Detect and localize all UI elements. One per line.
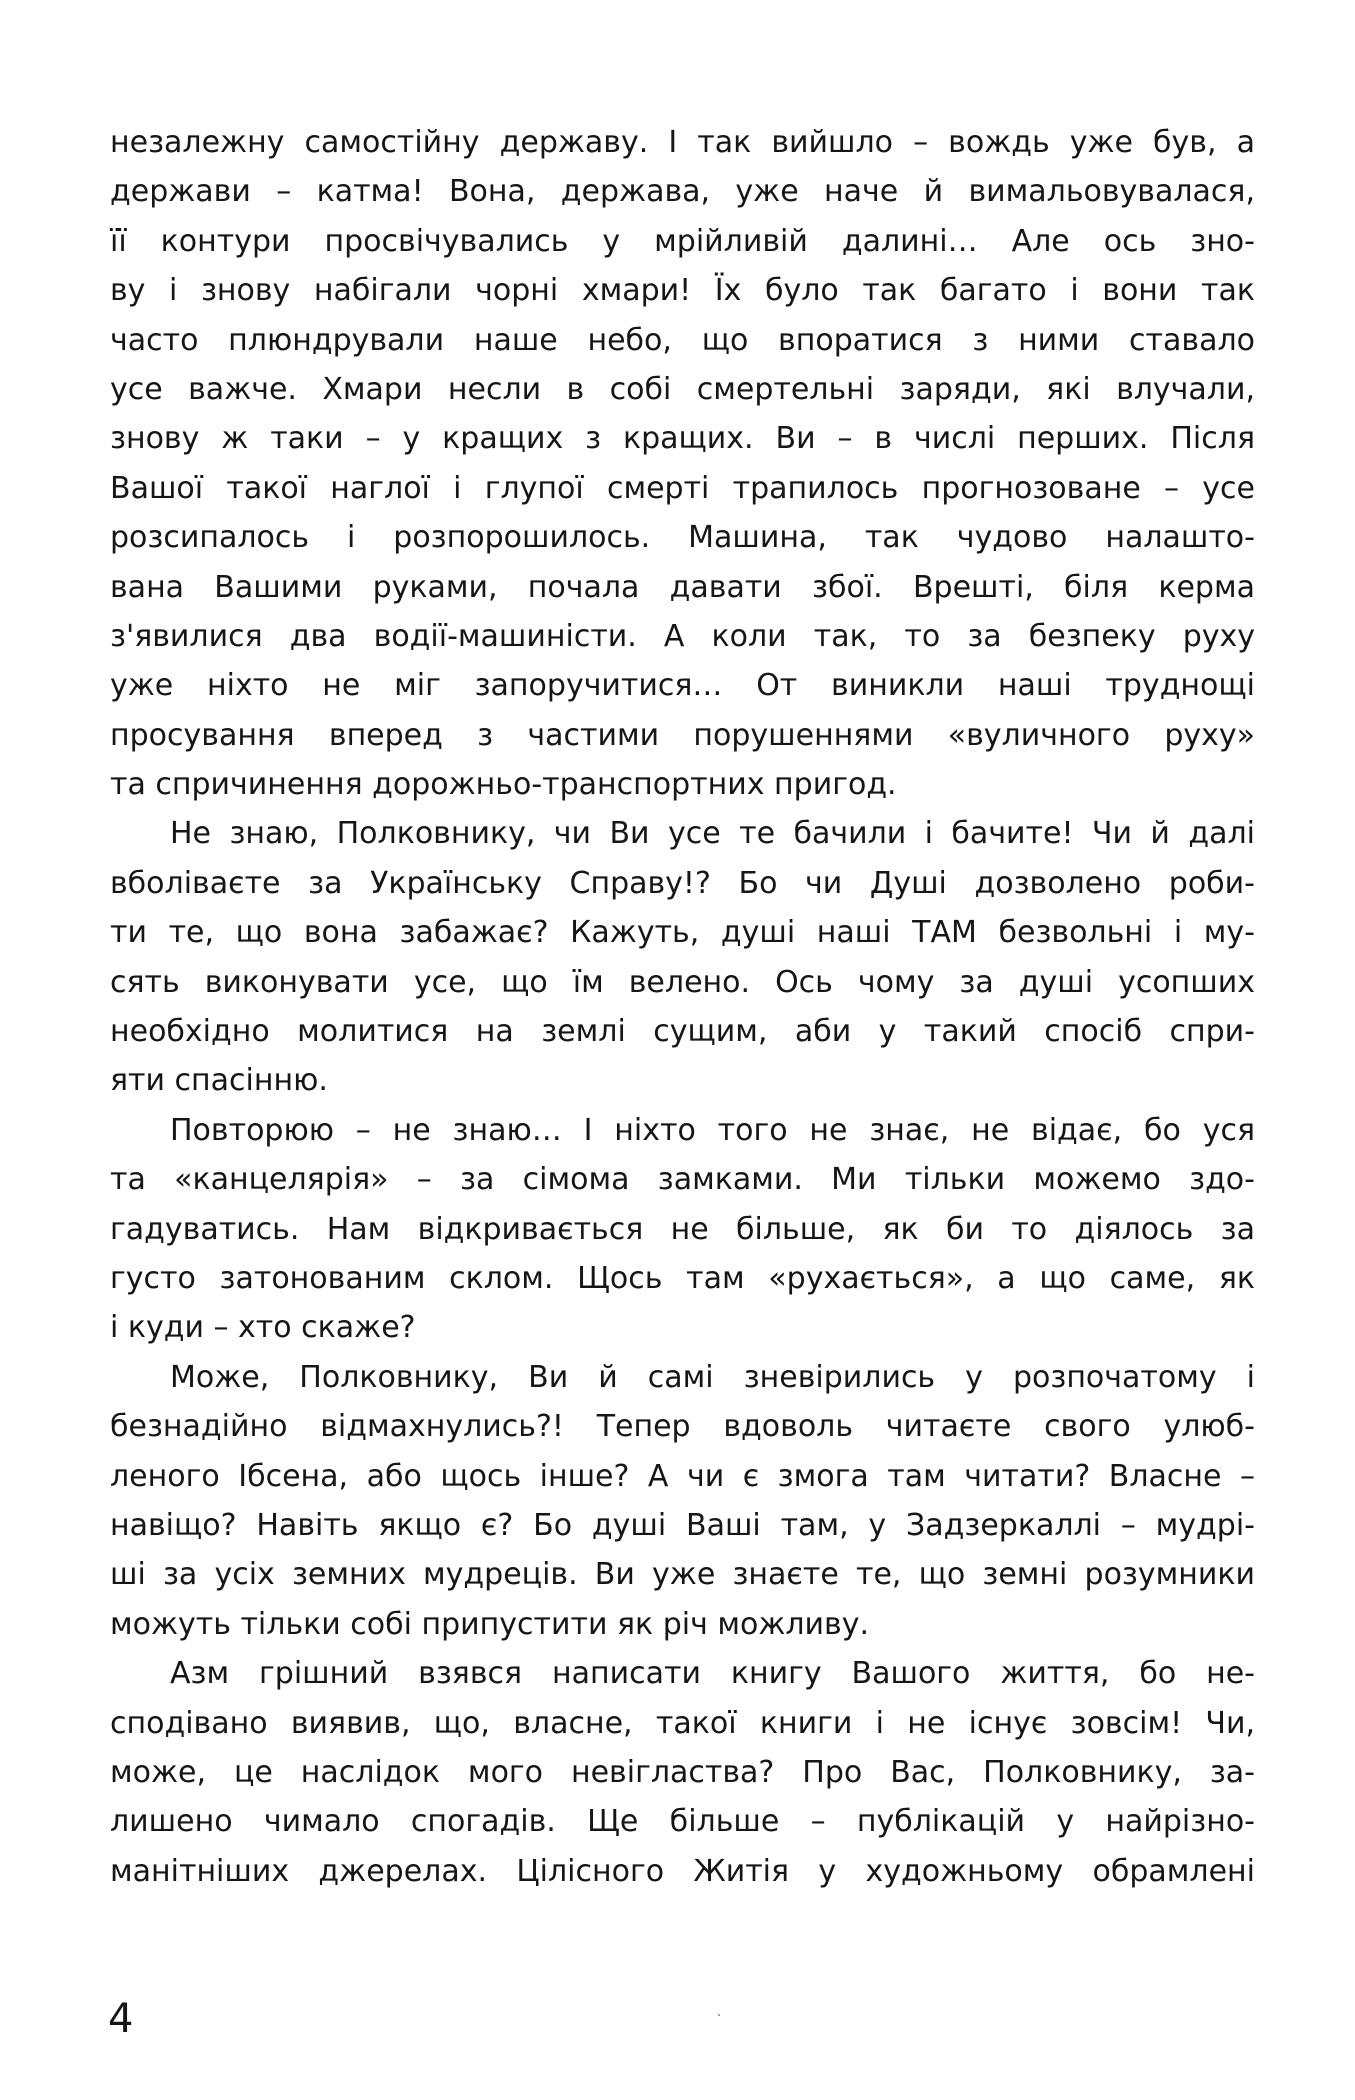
text-line: Повторюю – не знаю… І ніхто того не знає, не відає, бо уся — [170, 1112, 1255, 1148]
text-line: безнадійно відмахнулись?! Тепер вдоволь читаєте свого улюб- — [110, 1409, 1255, 1445]
paragraph — [110, 1649, 1255, 1896]
page-number: 4 — [108, 1996, 134, 2042]
text-line: навіщо? Навіть якщо є? Бо душі Ваші там, у Задзеркаллі – мудрі- — [110, 1507, 1255, 1543]
paragraph — [110, 1353, 1255, 1649]
paragraph — [110, 1106, 1255, 1353]
text-line: може, це наслідок мого невігластва? Про Вас, Полковнику, за- — [110, 1754, 1255, 1790]
text-line: Не знаю, Полковнику, чи Ви усе те бачили і бачите! Чи й далі — [170, 816, 1255, 852]
text-line: незалежну самостійну державу. І так вийшло – вождь уже був, а — [110, 125, 1255, 160]
text-line: леного Ібсена, або щось інше? А чи є змога там читати? Власне – — [110, 1458, 1255, 1494]
text-line: часто плюндрували наше небо, що впоратися з ними ставало — [110, 322, 1255, 358]
text-line: і куди – хто скаже? — [110, 1310, 416, 1346]
text-line: знову ж таки – у кращих з кращих. Ви – в числі перших. Після — [110, 421, 1255, 457]
body-text — [110, 118, 1255, 1896]
text-line: Азм грішний взявся написати книгу Вашого життя, бо не- — [170, 1656, 1255, 1692]
text-line: манітніших джерелах. Цілісного Житія у художньому обрамлені — [110, 1853, 1255, 1889]
text-line: ти те, що вона забажає? Кажуть, душі наші ТАМ безвольні і му- — [110, 915, 1255, 951]
text-line: її контури просвічувались у мрійливій далині… Але ось зно- — [110, 223, 1255, 259]
text-line: вболіваєте за Українську Справу!? Бо чи Душі дозволено роби- — [110, 865, 1255, 901]
text-line: можуть тільки собі припустити як річ можливу. — [110, 1606, 869, 1642]
text-line: з'явилися два водії-машиністи. А коли так, то за безпеку руху — [110, 618, 1255, 654]
text-line: та «канцелярія» – за сімома замками. Ми тільки можемо здо- — [110, 1162, 1255, 1198]
paragraph — [110, 809, 1255, 1105]
text-line: Вашої такої наглої і глупої смерті трапилось прогнозоване – усе — [110, 470, 1255, 506]
text-line: Може, Полковнику, Ви й самі зневірились у розпочатому і — [170, 1359, 1255, 1395]
text-line: густо затонованим склом. Щось там «рухається», а що саме, як — [110, 1260, 1255, 1296]
text-line: необхідно молитися на землі сущим, аби у такий спосіб спри- — [110, 1014, 1255, 1050]
text-line: розсипалось і розпорошилось. Машина, так чудово налашто- — [110, 520, 1255, 556]
text-line: сять виконувати усе, що їм велено. Ось чому за душі усопших — [110, 964, 1255, 1000]
scan-speck — [718, 2014, 720, 2016]
paragraph — [110, 118, 1255, 809]
text-line: просування вперед з частими порушеннями «вуличного руху» — [110, 717, 1255, 753]
text-line: уже ніхто не міг запоручитися… От виникли наші труднощі — [110, 668, 1255, 704]
text-line: та спричинення дорожньо-транспортних пригод. — [110, 767, 897, 803]
text-line: держави – катма! Вона, держава, уже наче й вимальовувалася, — [110, 174, 1255, 210]
text-line: яти спасінню. — [110, 1063, 328, 1099]
text-line: ву і знову набігали чорні хмари! Їх було так багато і вони так — [110, 273, 1255, 309]
text-line: усе важче. Хмари несли в собі смертельні заряди, які влучали, — [110, 371, 1255, 407]
text-line: вана Вашими руками, почала давати збої. Врешті, біля керма — [110, 569, 1255, 605]
text-line: лишено чимало спогадів. Ще більше – публікацій у найрізно- — [110, 1804, 1255, 1840]
text-line: сподівано виявив, що, власне, такої книги і не існує зовсім! Чи, — [110, 1705, 1255, 1741]
text-line: ші за усіх земних мудреців. Ви уже знаєте те, що земні розумники — [110, 1557, 1255, 1593]
text-line: гадуватись. Нам відкривається не більше, як би то діялось за — [110, 1211, 1255, 1247]
